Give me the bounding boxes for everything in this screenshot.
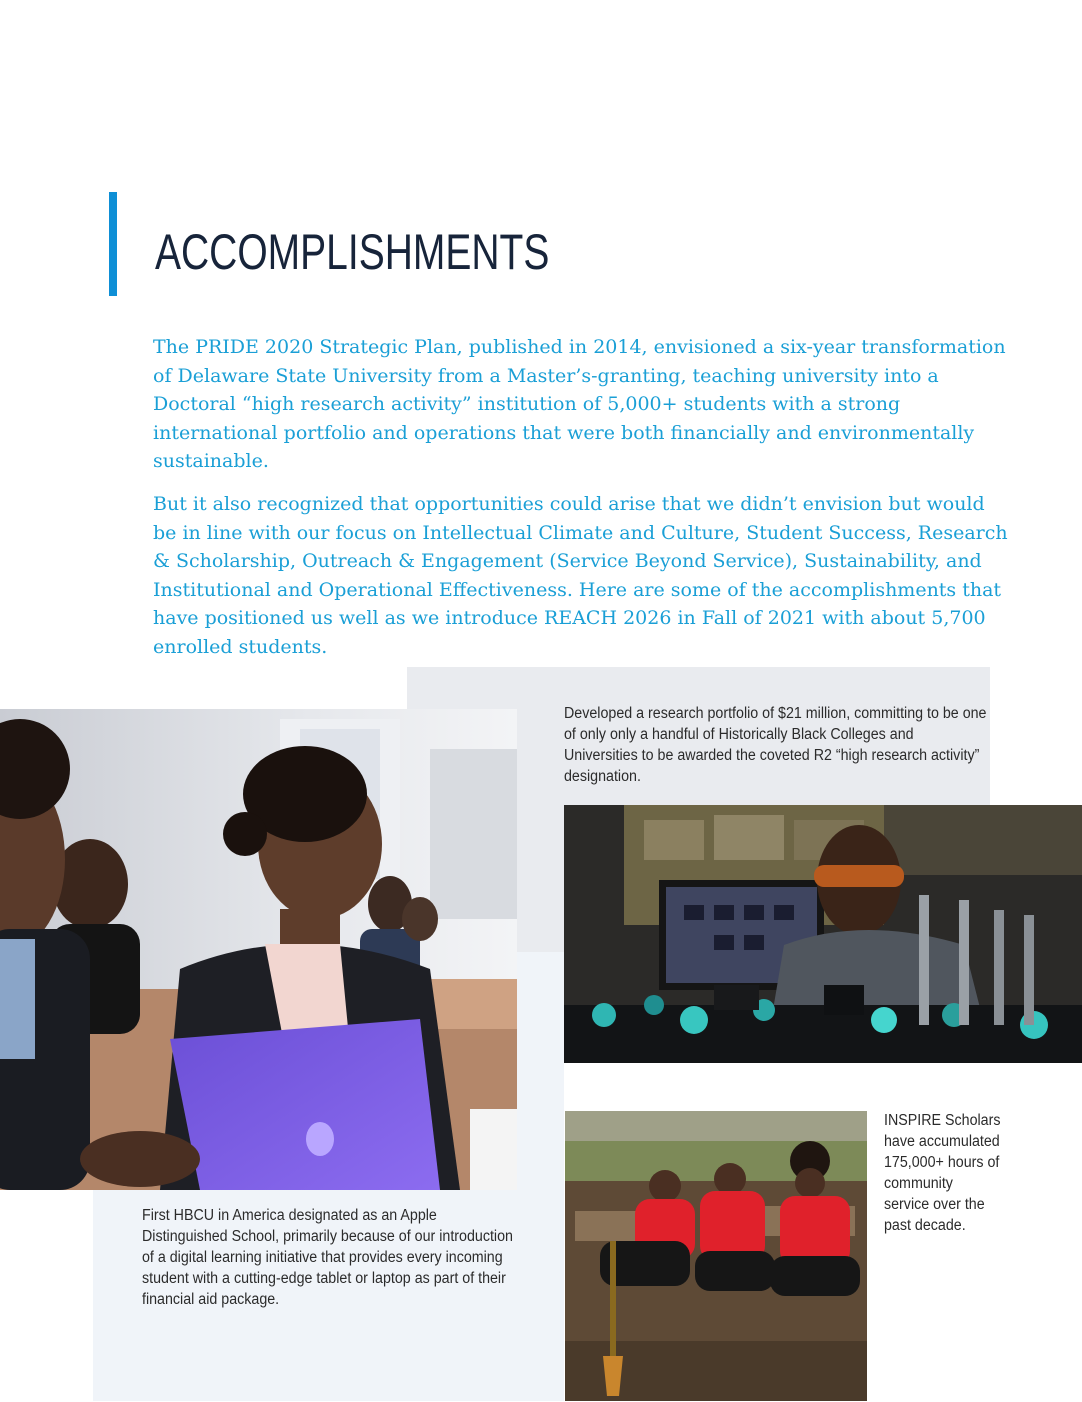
apple-caption: First HBCU in America designated as an Apple Distinguished School, primarily because of our introduction of a digital learning initiative that provides every incoming student with a cutting-edge tablet or laptop as part of their financial aid package. <box>142 1207 513 1308</box>
page-title: ACCOMPLISHMENTS <box>155 224 550 280</box>
research-lab-photo <box>564 805 1082 1063</box>
title-accent-bar <box>109 192 117 296</box>
students-classroom-photo <box>0 709 517 1190</box>
intro-text <box>153 333 1013 676</box>
intro-paragraph: But it also recognized that opportunities could arise that we didn’t envision but would be in line with our focus on Intellectual Climate and Culture, Student Success, Research & Scholarship, Outreach & Engagement (Service Beyond Service), Sustainability, and Institutional and Operational Effectiveness. Here are some of the accomplishments that have positioned us well as we introduce REACH 2026 in Fall of 2021 with about 5,700 enrolled students. <box>153 492 1008 658</box>
intro-paragraph: The PRIDE 2020 Strategic Plan, published in 2014, envisioned a six-year transformation of Delaware State University from a Master’s-granting, teaching university into a Doctoral “high research activity” institution of 5,000+ students with a strong international portfolio and operations that were both financially and environmentally sustainable. <box>153 336 1006 473</box>
community-garden-photo <box>565 1111 867 1401</box>
research-caption: Developed a research portfolio of $21 million, committing to be one of only only a handful of Historically Black Colleges and Universities to be awarded the coveted R2 “high research activity” designation. <box>564 705 987 785</box>
inspire-caption: INSPIRE Scholars have accumulated 175,000+ hours of community service over the past decade. <box>884 1112 1001 1234</box>
